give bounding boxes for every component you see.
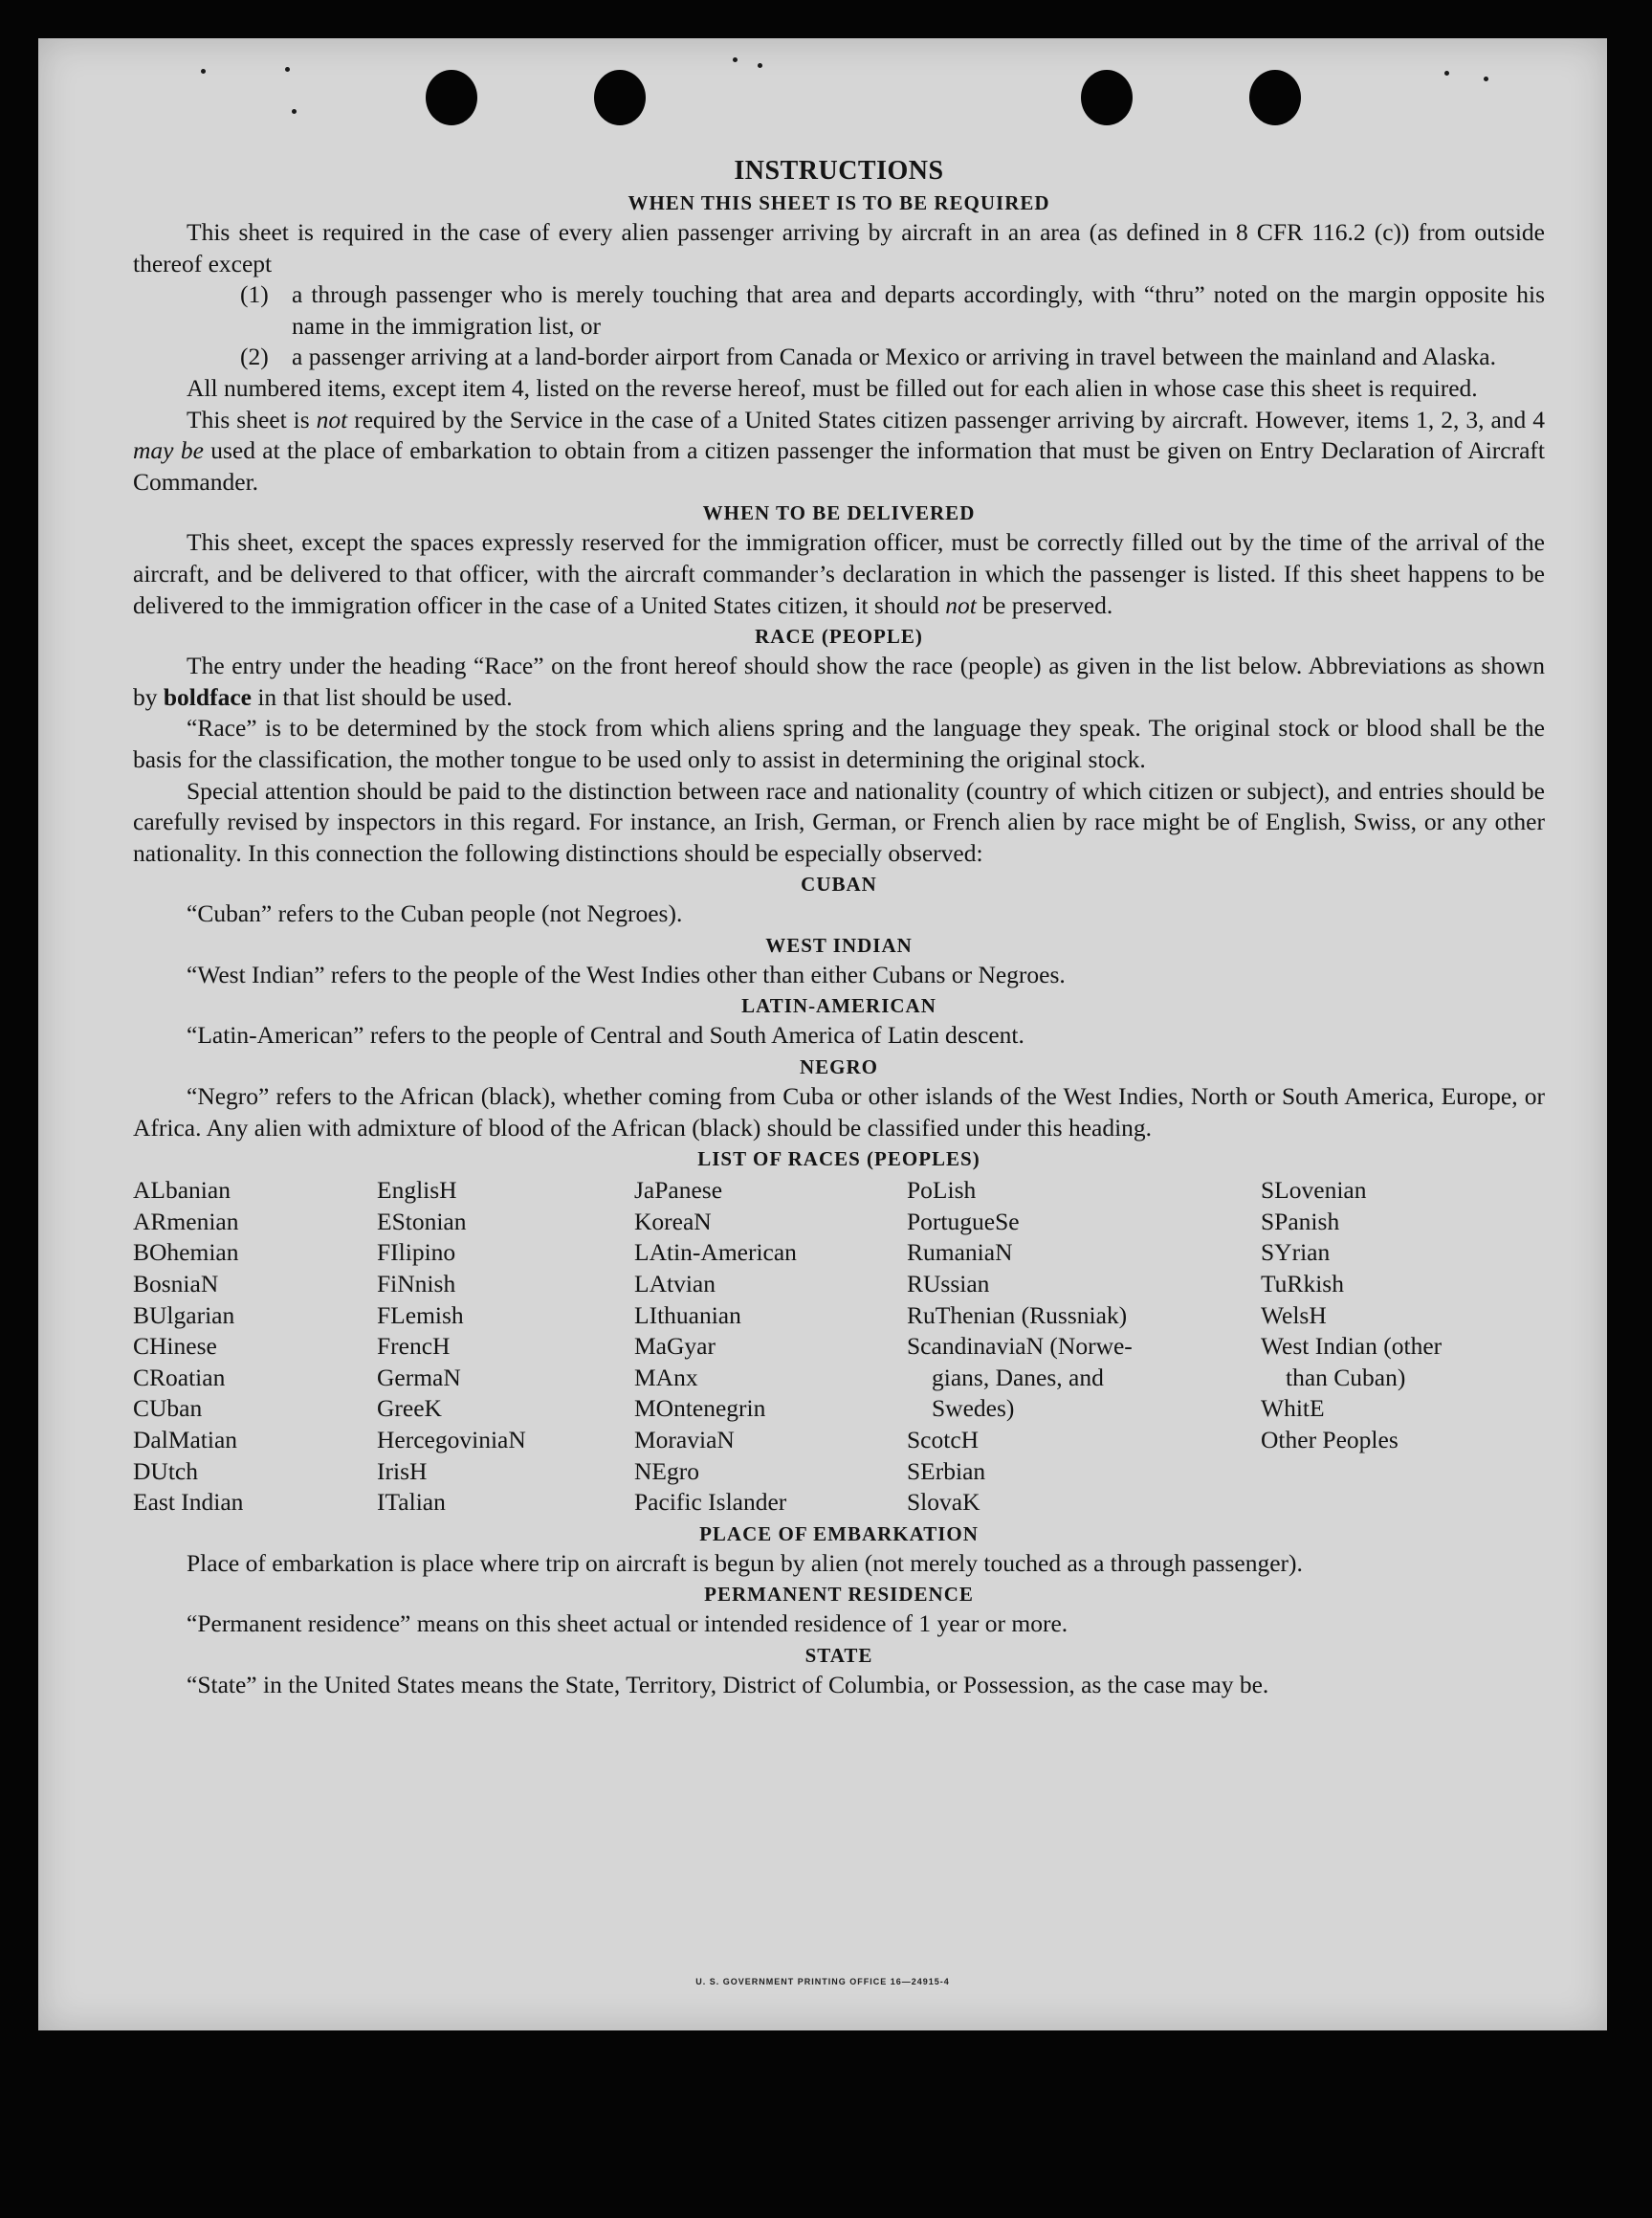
- race-item: ALbanian: [133, 1176, 231, 1205]
- race-column-3: [634, 1175, 907, 1519]
- when-required-intro: This sheet is required in the case of every alien passenger arriving by aircraft in an area (as defined in 8 CFR 116.2 (c)) from outside thereof except: [133, 218, 1545, 277]
- page-title: INSTRUCTIONS: [734, 156, 944, 186]
- race-item: FiNnish: [377, 1270, 456, 1298]
- race-list: [133, 1175, 1545, 1519]
- when-delivered-paragraph: [133, 527, 1545, 621]
- instructions-body: [133, 117, 1545, 1701]
- heading-state: STATE: [804, 1643, 873, 1667]
- exception-item-1: [133, 279, 1545, 342]
- state-text: “State” in the United States means the State, Territory, District of Columbia, or Possession, as the case may be.: [187, 1670, 1269, 1698]
- race-item: JaPanese: [634, 1176, 723, 1205]
- race-item: IrisH: [377, 1456, 428, 1485]
- race-item: RuThenian (Russniak): [907, 1300, 1128, 1329]
- race-item: LAtin-American: [634, 1238, 797, 1267]
- race-item: SLovenian: [1261, 1176, 1367, 1205]
- speck: [758, 63, 762, 68]
- printing-office-footer: U. S. GOVERNMENT PRINTING OFFICE 16—24915-4: [695, 1977, 950, 1986]
- text-run: be preserved.: [976, 590, 1113, 619]
- speck: [201, 69, 206, 74]
- item-number: (2): [240, 343, 269, 371]
- race-item: FrencH: [377, 1332, 451, 1361]
- text-run: This sheet is: [187, 405, 317, 433]
- heading-when-delivered: WHEN TO BE DELIVERED: [702, 501, 976, 525]
- west-indian-text: “West Indian” refers to the people of the West Indies other than either Cubans or Negroes.: [187, 960, 1066, 988]
- race-column-2: [377, 1175, 634, 1519]
- race-item-continuation: Swedes): [932, 1394, 1015, 1423]
- race-item: WelsH: [1261, 1300, 1327, 1329]
- numbered-items-paragraph: All numbered items, except item 4, listed on the reverse hereof, must be filled out for each alien in whose case this sheet is required.: [187, 373, 1478, 402]
- race-item: FIlipino: [377, 1238, 456, 1267]
- embarkation-text: Place of embarkation is place where trip on aircraft is begun by alien (not merely touched as a through passenger).: [187, 1548, 1303, 1577]
- race-item: Pacific Islander: [634, 1488, 787, 1517]
- emphasis-may-be: may be: [133, 436, 204, 465]
- race-item: CRoatian: [133, 1363, 226, 1391]
- race-item: SYrian: [1261, 1238, 1331, 1267]
- race-item: ScotcH: [907, 1426, 980, 1453]
- speck: [292, 109, 297, 114]
- citizen-paragraph: [133, 405, 1545, 499]
- race-item: SlovaK: [907, 1488, 980, 1517]
- race-item: MoraviaN: [634, 1426, 735, 1453]
- text-run: used at the place of embarkation to obtain from a citizen passenger the information that must be given on Entry Declaration of Aircraft Commander.: [133, 436, 1545, 496]
- latin-american-text: “Latin-American” refers to the people of Central and South America of Latin descent.: [187, 1021, 1024, 1050]
- text-run: This sheet, except the spaces expressly reserved for the immigration officer, must be correctly filled out by the time of the arrival of the aircraft, and be delivered to that officer, with the aircraft commander’s declaration in which the passenger is listed. If this sheet happens to be delivered to the immigration officer in the case of a United States citizen, it should: [133, 528, 1545, 619]
- race-item: RumaniaN: [907, 1238, 1013, 1267]
- bold-word: boldface: [163, 682, 252, 711]
- race-item: BosniaN: [133, 1270, 219, 1298]
- negro-text: “Negro” refers to the African (black), whether coming from Cuba or other islands of the West Indies, North or South America, Europe, or Africa. Any alien with admixture of blood of the African (black) should be classified under this heading.: [133, 1082, 1545, 1142]
- speck: [1444, 71, 1449, 76]
- document-page: [38, 38, 1607, 2030]
- race-item: DalMatian: [133, 1426, 238, 1453]
- heading-list-of-races: LIST OF RACES (PEOPLES): [697, 1147, 980, 1171]
- race-item: CHinese: [133, 1332, 217, 1361]
- heading-when-required: WHEN THIS SHEET IS TO BE REQUIRED: [628, 191, 1050, 214]
- race-item: GreeK: [377, 1394, 442, 1423]
- race-item: PortugueSe: [907, 1207, 1020, 1235]
- race-item: ITalian: [377, 1488, 446, 1517]
- heading-cuban: CUBAN: [801, 873, 877, 897]
- race-item-continuation: gians, Danes, and: [932, 1363, 1104, 1391]
- race-item: MOntenegrin: [634, 1394, 766, 1423]
- item-text: a through passenger who is merely touching that area and departs accordingly, with “thru” noted on the margin opposite his name in the immigration list, or: [292, 280, 1545, 340]
- heading-negro: NEGRO: [799, 1055, 878, 1079]
- speck: [1484, 77, 1488, 81]
- speck: [733, 57, 738, 62]
- emphasis-not: not: [945, 590, 977, 619]
- heading-permanent-residence: PERMANENT RESIDENCE: [704, 1583, 974, 1607]
- race-item: EnglisH: [377, 1176, 457, 1205]
- race-column-4: [907, 1175, 1261, 1519]
- race-column-1: [133, 1175, 377, 1519]
- race-item: SErbian: [907, 1456, 986, 1485]
- heading-west-indian: WEST INDIAN: [765, 933, 913, 957]
- race-item: LIthuanian: [634, 1300, 741, 1329]
- race-item: MAnx: [634, 1363, 698, 1391]
- race-item: ScandinaviaN (Norwe-: [907, 1332, 1133, 1361]
- heading-latin-american: LATIN-AMERICAN: [741, 994, 936, 1018]
- race-item: EStonian: [377, 1207, 467, 1235]
- race-item: PoLish: [907, 1176, 977, 1205]
- race-item: WhitE: [1261, 1394, 1325, 1423]
- race-item: West Indian (other: [1261, 1332, 1443, 1361]
- race-item: MaGyar: [634, 1332, 716, 1361]
- text-run: in that list should be used.: [251, 682, 513, 711]
- heading-race: RACE (PEOPLE): [755, 625, 923, 649]
- item-text: a passenger arriving at a land-border airport from Canada or Mexico or arriving in travel between the mainland and Alaska.: [292, 343, 1496, 371]
- race-item: BUlgarian: [133, 1300, 235, 1329]
- race-item: East Indian: [133, 1488, 244, 1517]
- race-item: FLemish: [377, 1300, 464, 1329]
- race-paragraph-3: Special attention should be paid to the distinction between race and nationality (country of which citizen or subject), and entries should be carefully revised by inspectors in this regard. For instance, an Irish, German, or French alien by race might be of English, Swiss, or any other nationality. In this connection the following distinctions should be especially observed:: [133, 776, 1545, 867]
- race-item: KoreaN: [634, 1207, 712, 1235]
- race-item: LAtvian: [634, 1270, 716, 1298]
- item-number: (1): [240, 280, 269, 309]
- heading-place-of-embarkation: PLACE OF EMBARKATION: [699, 1521, 979, 1545]
- race-item-continuation: than Cuban): [1286, 1363, 1406, 1391]
- text-run: The entry under the heading “Race” on the front hereof should show the race (people) as given in the list below. Abbreviations as shown by: [133, 652, 1545, 711]
- race-item: SPanish: [1261, 1207, 1340, 1235]
- race-paragraph-1: [133, 651, 1545, 713]
- race-item: BOhemian: [133, 1238, 239, 1267]
- race-paragraph-2: “Race” is to be determined by the stock from which aliens spring and the language they speak. The original stock or blood shall be the basis for the classification, the mother tongue to be used only to assist in determining the original stock.: [133, 714, 1545, 773]
- race-item: ARmenian: [133, 1207, 239, 1235]
- race-item: CUban: [133, 1394, 203, 1423]
- cuban-text: “Cuban” refers to the Cuban people (not Negroes).: [187, 899, 683, 928]
- exception-item-2: [133, 342, 1545, 373]
- race-item: DUtch: [133, 1456, 198, 1485]
- race-item: RUssian: [907, 1270, 990, 1298]
- race-column-5: [1261, 1175, 1545, 1519]
- race-item: NEgro: [634, 1456, 699, 1485]
- race-item: HercegoviniaN: [377, 1426, 526, 1453]
- race-item: Other Peoples: [1261, 1426, 1399, 1453]
- residence-text: “Permanent residence” means on this sheet actual or intended residence of 1 year or more.: [187, 1609, 1068, 1638]
- race-item: TuRkish: [1261, 1270, 1344, 1298]
- emphasis-not: not: [316, 405, 348, 433]
- race-item: GermaN: [377, 1363, 461, 1391]
- speck: [285, 67, 290, 72]
- text-run: required by the Service in the case of a United States citizen passenger arriving by aircraft. However, items 1, 2, 3, and 4: [347, 405, 1545, 433]
